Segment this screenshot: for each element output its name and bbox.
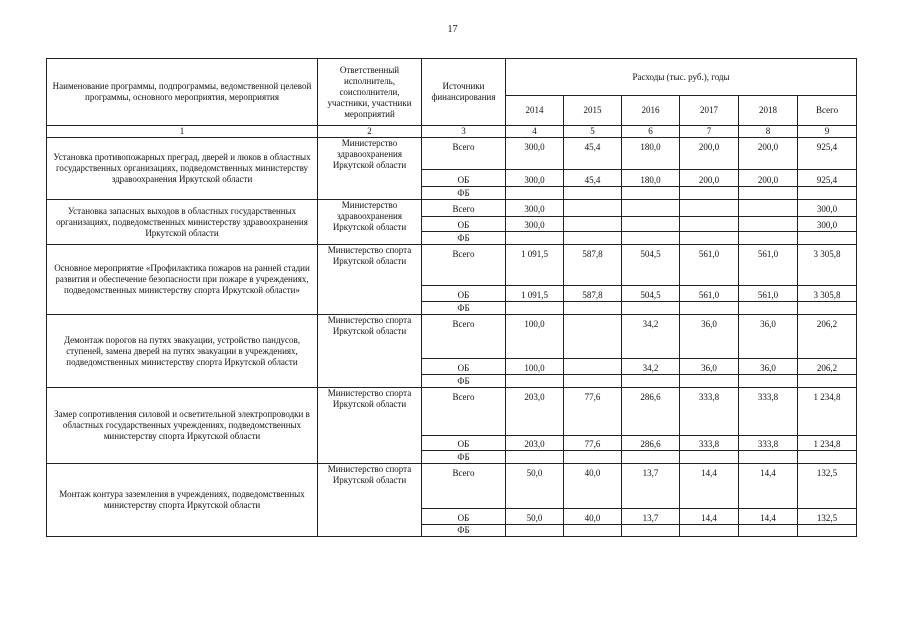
year-header: 2016 bbox=[622, 96, 680, 126]
funding-source: ОБ bbox=[422, 359, 506, 375]
funding-source: ФБ bbox=[422, 187, 506, 200]
total-value-cell bbox=[798, 451, 857, 464]
year-value-cell: 180,0 bbox=[622, 170, 680, 187]
year-value-cell: 300,0 bbox=[506, 138, 564, 170]
year-value-cell: 40,0 bbox=[564, 464, 622, 509]
header-name: Наименование программы, подпрограммы, ведомственной целевой программы, основного мероприятия, мероприятия bbox=[47, 59, 318, 126]
total-value-cell: 3 305,8 bbox=[798, 286, 857, 302]
year-value-cell bbox=[622, 187, 680, 200]
year-value-cell: 504,5 bbox=[622, 286, 680, 302]
funding-source: ФБ bbox=[422, 232, 506, 245]
year-value-cell: 203,0 bbox=[506, 436, 564, 451]
column-number: 1 bbox=[47, 126, 318, 138]
column-number: 9 bbox=[798, 126, 857, 138]
year-value-cell bbox=[564, 217, 622, 232]
funding-source: ОБ bbox=[422, 170, 506, 187]
year-value-cell bbox=[564, 359, 622, 375]
year-value-cell bbox=[680, 187, 739, 200]
year-value-cell bbox=[564, 232, 622, 245]
activity-name: Монтаж контура заземления в учреждениях, подведомственных министерству спорта Иркутской области bbox=[47, 464, 318, 537]
year-value-cell: 200,0 bbox=[680, 138, 739, 170]
year-value-cell bbox=[622, 525, 680, 537]
table-row bbox=[47, 464, 857, 509]
funding-source: ОБ bbox=[422, 509, 506, 525]
year-value-cell bbox=[680, 525, 739, 537]
funding-source: Всего bbox=[422, 388, 506, 436]
year-value-cell: 77,6 bbox=[564, 436, 622, 451]
year-value-cell bbox=[506, 232, 564, 245]
year-value-cell: 14,4 bbox=[739, 464, 798, 509]
funding-source: ФБ bbox=[422, 302, 506, 315]
year-value-cell: 45,4 bbox=[564, 170, 622, 187]
year-value-cell bbox=[622, 217, 680, 232]
total-value-cell: 1 234,8 bbox=[798, 436, 857, 451]
year-value-cell bbox=[506, 451, 564, 464]
year-value-cell: 333,8 bbox=[739, 388, 798, 436]
year-value-cell: 77,6 bbox=[564, 388, 622, 436]
year-value-cell: 36,0 bbox=[680, 359, 739, 375]
activity-name: Установка запасных выходов в областных государственных организациях, подведомственных министерству здравоохранения Иркутской области bbox=[47, 200, 318, 245]
year-value-cell: 561,0 bbox=[680, 286, 739, 302]
year-header: 2015 bbox=[564, 96, 622, 126]
total-value-cell: 132,5 bbox=[798, 464, 857, 509]
year-value-cell bbox=[739, 302, 798, 315]
responsible-executor: Министерство спорта Иркутской области bbox=[318, 245, 422, 315]
activity-name: Установка противопожарных преград, дверей и люков в областных государственных организациях, подведомственных министерству здравоохранения Иркутской области bbox=[47, 138, 318, 200]
column-number: 6 bbox=[622, 126, 680, 138]
year-value-cell bbox=[622, 451, 680, 464]
table-row bbox=[47, 315, 857, 359]
year-value-cell: 300,0 bbox=[506, 170, 564, 187]
total-value-cell bbox=[798, 232, 857, 245]
total-value-cell: 300,0 bbox=[798, 200, 857, 217]
responsible-executor: Министерство спорта Иркутской области bbox=[318, 388, 422, 464]
year-value-cell: 34,2 bbox=[622, 359, 680, 375]
year-value-cell: 13,7 bbox=[622, 509, 680, 525]
total-value-cell: 132,5 bbox=[798, 509, 857, 525]
funding-source: Всего bbox=[422, 464, 506, 509]
year-value-cell: 13,7 bbox=[622, 464, 680, 509]
year-value-cell: 14,4 bbox=[680, 464, 739, 509]
year-value-cell: 14,4 bbox=[680, 509, 739, 525]
table-row bbox=[47, 200, 857, 217]
year-value-cell: 36,0 bbox=[739, 359, 798, 375]
column-number: 3 bbox=[422, 126, 506, 138]
total-value-cell: 206,2 bbox=[798, 359, 857, 375]
year-value-cell bbox=[739, 232, 798, 245]
responsible-executor: Министерство спорта Иркутской области bbox=[318, 464, 422, 537]
year-header: 2017 bbox=[680, 96, 739, 126]
year-value-cell: 561,0 bbox=[680, 245, 739, 286]
year-value-cell: 1 091,5 bbox=[506, 286, 564, 302]
funding-source: Всего bbox=[422, 138, 506, 170]
year-value-cell: 300,0 bbox=[506, 217, 564, 232]
funding-source: ФБ bbox=[422, 525, 506, 537]
year-value-cell: 36,0 bbox=[739, 315, 798, 359]
year-value-cell bbox=[622, 375, 680, 388]
total-value-cell: 1 234,8 bbox=[798, 388, 857, 436]
year-value-cell bbox=[564, 315, 622, 359]
table-row bbox=[47, 138, 857, 170]
activity-name: Демонтаж порогов на путях эвакуации, устройство пандусов, ступеней, замена дверей на путях эвакуации в учреждениях, подведомственных министерству спорта Иркутской области bbox=[47, 315, 318, 388]
year-value-cell bbox=[564, 525, 622, 537]
activity-name: Замер сопротивления силовой и осветительной электропроводки в областных государственных учреждениях, подведомственных министерству спорта Иркутской области bbox=[47, 388, 318, 464]
year-value-cell: 504,5 bbox=[622, 245, 680, 286]
column-number: 7 bbox=[680, 126, 739, 138]
year-value-cell bbox=[506, 375, 564, 388]
year-value-cell bbox=[739, 217, 798, 232]
year-value-cell bbox=[564, 451, 622, 464]
year-value-cell: 300,0 bbox=[506, 200, 564, 217]
page-number: 17 bbox=[447, 24, 458, 35]
year-value-cell: 333,8 bbox=[680, 436, 739, 451]
table-row bbox=[47, 388, 857, 436]
responsible-executor: Министерство здравоохранения Иркутской области bbox=[318, 200, 422, 245]
responsible-executor: Министерство здравоохранения Иркутской области bbox=[318, 138, 422, 200]
total-value-cell bbox=[798, 302, 857, 315]
year-value-cell: 200,0 bbox=[680, 170, 739, 187]
activity-name: Основное мероприятие «Профилактика пожаров на ранней стадии развития и обеспечение безопасности при пожаре в учреждениях, подведомственных министерству спорта Иркутской области» bbox=[47, 245, 318, 315]
year-value-cell bbox=[739, 525, 798, 537]
year-value-cell: 100,0 bbox=[506, 359, 564, 375]
funding-source: ОБ bbox=[422, 436, 506, 451]
funding-source: ОБ bbox=[422, 217, 506, 232]
year-value-cell: 203,0 bbox=[506, 388, 564, 436]
funding-source: Всего bbox=[422, 315, 506, 359]
header-sources: Источники финансирования bbox=[422, 59, 506, 126]
total-value-cell: 3 305,8 bbox=[798, 245, 857, 286]
year-value-cell bbox=[680, 232, 739, 245]
year-value-cell: 40,0 bbox=[564, 509, 622, 525]
funding-source: ОБ bbox=[422, 286, 506, 302]
year-header: 2014 bbox=[506, 96, 564, 126]
year-value-cell bbox=[564, 200, 622, 217]
year-value-cell bbox=[739, 375, 798, 388]
year-value-cell: 200,0 bbox=[739, 138, 798, 170]
responsible-executor: Министерство спорта Иркутской области bbox=[318, 315, 422, 388]
year-value-cell bbox=[680, 302, 739, 315]
expenses-table bbox=[46, 58, 857, 537]
year-value-cell: 587,8 bbox=[564, 245, 622, 286]
year-value-cell bbox=[506, 525, 564, 537]
column-number: 2 bbox=[318, 126, 422, 138]
year-value-cell: 36,0 bbox=[680, 315, 739, 359]
year-header: 2018 bbox=[739, 96, 798, 126]
year-value-cell: 50,0 bbox=[506, 464, 564, 509]
year-value-cell: 587,8 bbox=[564, 286, 622, 302]
funding-source: ФБ bbox=[422, 375, 506, 388]
column-number: 5 bbox=[564, 126, 622, 138]
year-value-cell: 561,0 bbox=[739, 286, 798, 302]
table-row bbox=[47, 245, 857, 286]
year-value-cell bbox=[739, 451, 798, 464]
total-value-cell: 925,4 bbox=[798, 170, 857, 187]
year-value-cell bbox=[564, 187, 622, 200]
year-value-cell: 561,0 bbox=[739, 245, 798, 286]
year-value-cell bbox=[680, 375, 739, 388]
total-value-cell: 925,4 bbox=[798, 138, 857, 170]
year-value-cell: 14,4 bbox=[739, 509, 798, 525]
year-value-cell bbox=[739, 200, 798, 217]
column-number: 8 bbox=[739, 126, 798, 138]
total-value-cell bbox=[798, 525, 857, 537]
year-value-cell: 34,2 bbox=[622, 315, 680, 359]
year-value-cell: 333,8 bbox=[739, 436, 798, 451]
year-value-cell bbox=[680, 451, 739, 464]
total-value-cell: 300,0 bbox=[798, 217, 857, 232]
total-header: Всего bbox=[798, 96, 857, 126]
year-value-cell: 333,8 bbox=[680, 388, 739, 436]
funding-source: Всего bbox=[422, 245, 506, 286]
year-value-cell bbox=[622, 302, 680, 315]
year-value-cell: 45,4 bbox=[564, 138, 622, 170]
year-value-cell bbox=[622, 200, 680, 217]
year-value-cell: 50,0 bbox=[506, 509, 564, 525]
funding-source: Всего bbox=[422, 200, 506, 217]
year-value-cell bbox=[680, 200, 739, 217]
year-value-cell: 100,0 bbox=[506, 315, 564, 359]
year-value-cell bbox=[506, 302, 564, 315]
total-value-cell bbox=[798, 375, 857, 388]
year-value-cell: 286,6 bbox=[622, 388, 680, 436]
year-value-cell: 200,0 bbox=[739, 170, 798, 187]
year-value-cell bbox=[564, 375, 622, 388]
year-value-cell bbox=[506, 187, 564, 200]
total-value-cell: 206,2 bbox=[798, 315, 857, 359]
year-value-cell: 286,6 bbox=[622, 436, 680, 451]
year-value-cell bbox=[622, 232, 680, 245]
year-value-cell bbox=[739, 187, 798, 200]
header-responsible: Ответственный исполнитель, соисполнители, участники, участники мероприятий bbox=[318, 59, 422, 126]
year-value-cell: 180,0 bbox=[622, 138, 680, 170]
funding-source: ФБ bbox=[422, 451, 506, 464]
total-value-cell bbox=[798, 187, 857, 200]
year-value-cell: 1 091,5 bbox=[506, 245, 564, 286]
year-value-cell bbox=[564, 302, 622, 315]
header-expenses: Расходы (тыс. руб.), годы bbox=[506, 59, 857, 96]
column-number: 4 bbox=[506, 126, 564, 138]
year-value-cell bbox=[680, 217, 739, 232]
